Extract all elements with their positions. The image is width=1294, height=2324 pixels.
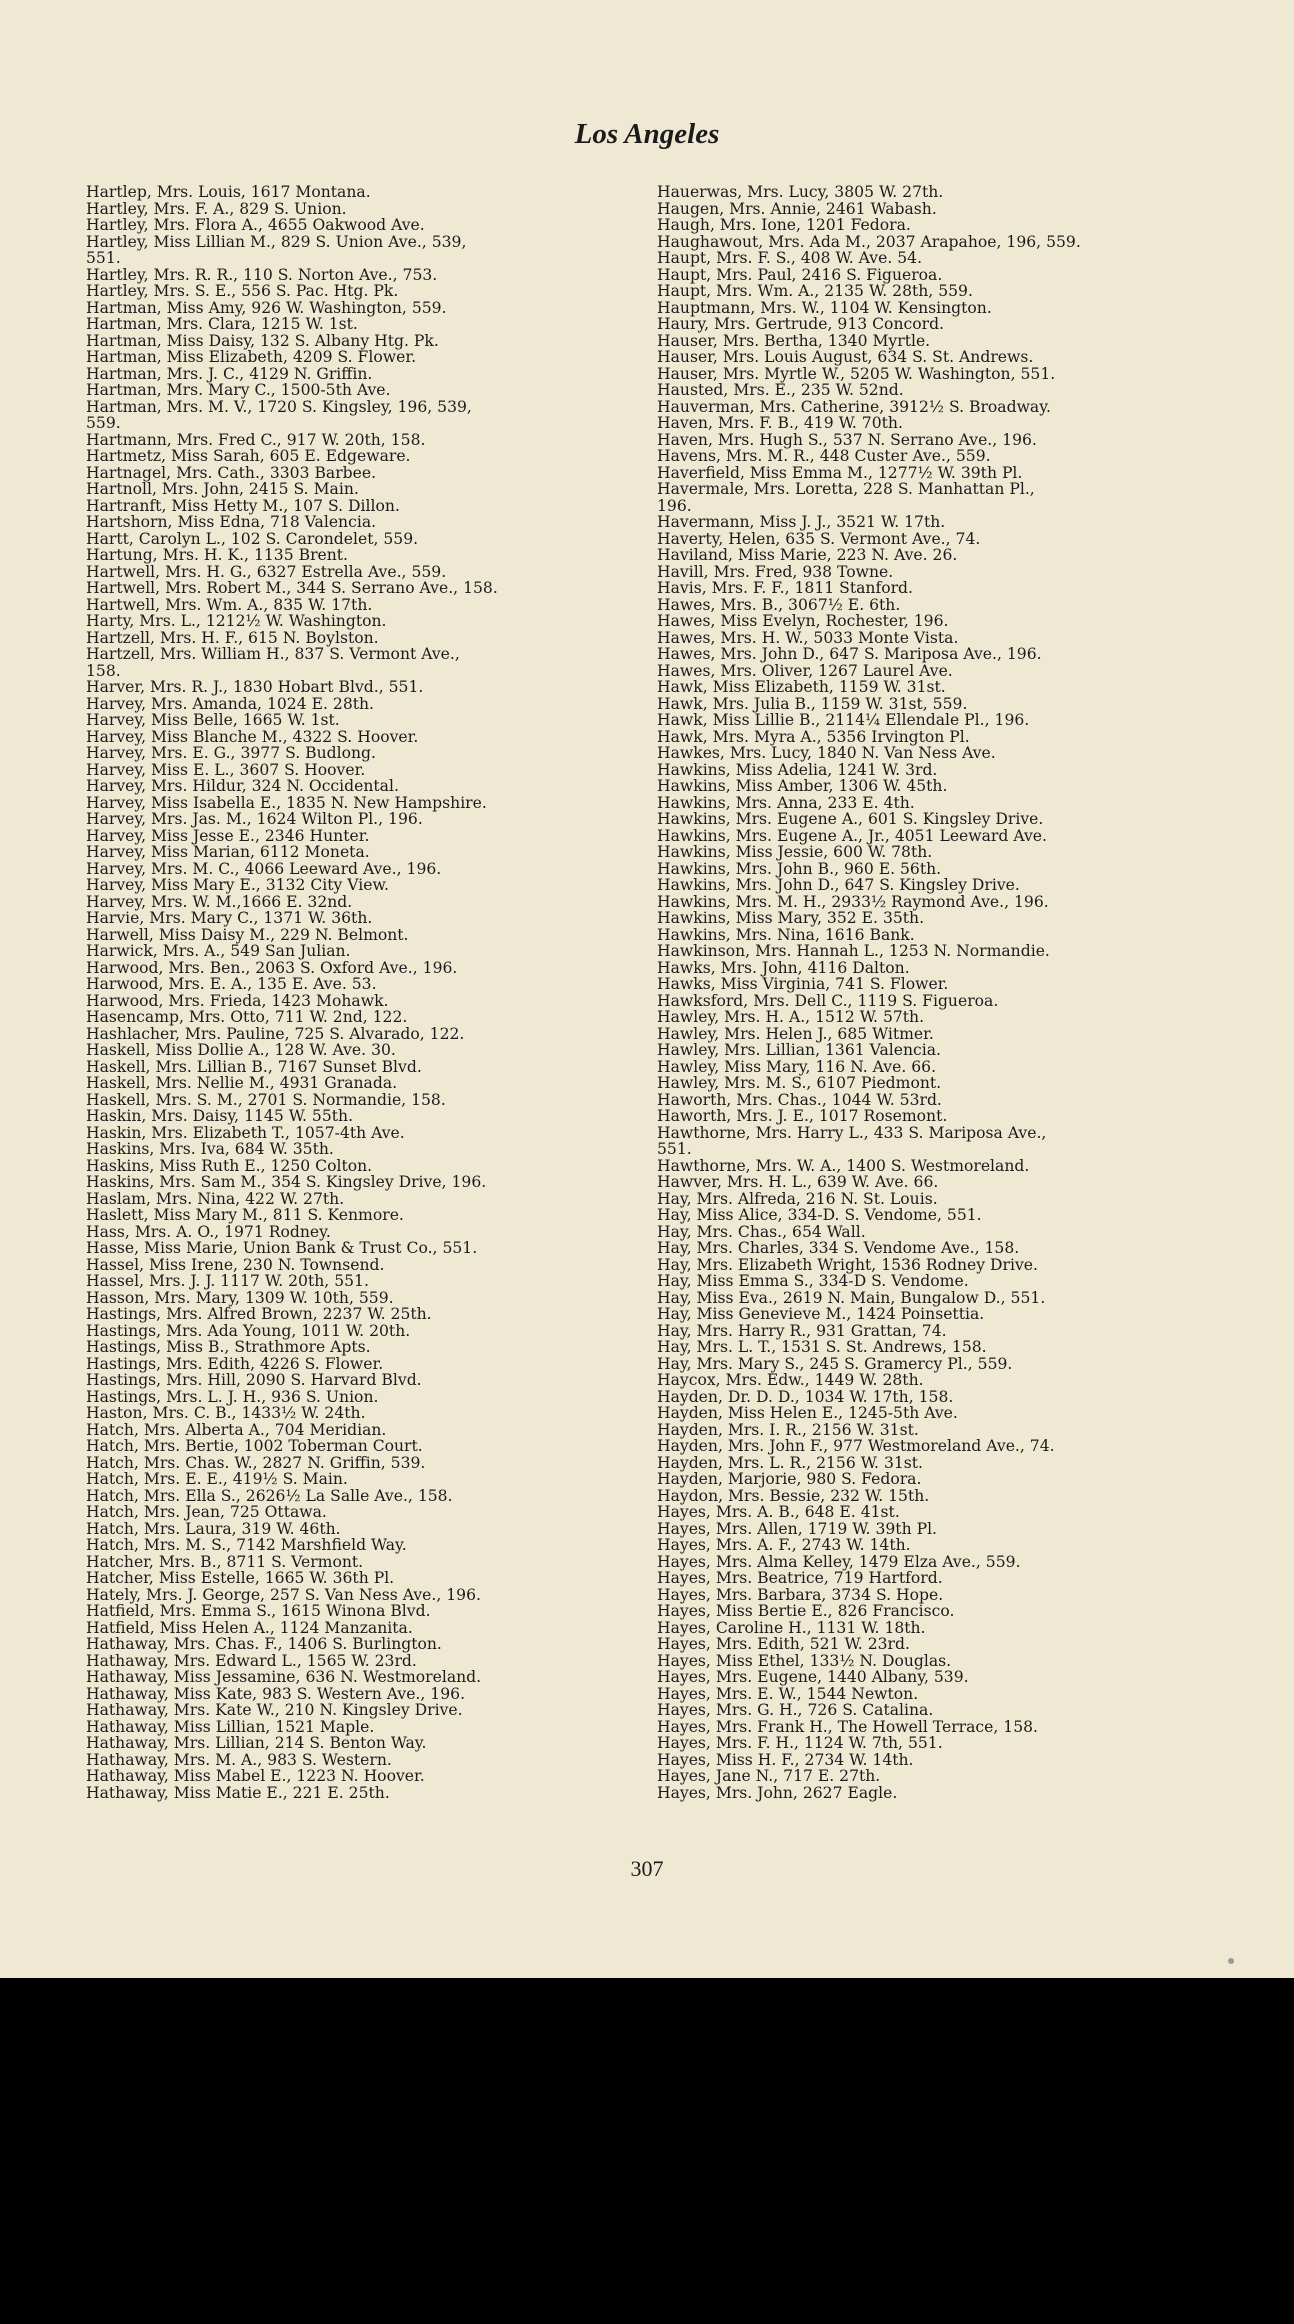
directory-entry: Hayes, Mrs. Edith, 521 W. 23rd. <box>657 1635 910 1653</box>
directory-entry: Hasse, Miss Marie, Union Bank & Trust Co., 551. <box>86 1239 478 1257</box>
directory-entry: Hastings, Mrs. Hill, 2090 S. Harvard Blvd. <box>86 1371 422 1389</box>
directory-entry: Hayes, Mrs. F. H., 1124 W. 7th, 551. <box>657 1734 943 1752</box>
directory-entry: Hawk, Mrs. Julia B., 1159 W. 31st, 559. <box>657 694 968 713</box>
directory-entry: Harvey, Mrs. E. G., 3977 S. Budlong. <box>86 744 376 762</box>
directory-entry: Hausted, Mrs. E., 235 W. 52nd. <box>657 381 904 399</box>
directory-entry: Hartwell, Mrs. Wm. A., 835 W. 17th. <box>86 595 373 614</box>
directory-entry: Hayden, Mrs. John F., 977 Westmoreland Ave., 74. <box>657 1437 1055 1455</box>
directory-entry: Haston, Mrs. C. B., 1433½ W. 24th. <box>86 1404 366 1422</box>
directory-entry: Harver, Mrs. R. J., 1830 Hobart Blvd., 551. <box>86 678 424 696</box>
directory-entry: Hathaway, Miss Kate, 983 S. Western Ave., 196. <box>86 1684 466 1703</box>
directory-entry: Hayes, Miss Ethel, 133½ N. Douglas. <box>657 1651 952 1670</box>
directory-entry: Hartman, Mrs. J. C., 4129 N. Griffin. <box>86 364 373 383</box>
directory-entry: Hawkins, Miss Amber, 1306 W. 45th. <box>657 777 948 795</box>
directory-entry: Hartman, Miss Daisy, 132 S. Albany Htg. Pk. <box>86 331 439 350</box>
directory-entry: Hatch, Mrs. Jean, 725 Ottawa. <box>86 1503 327 1521</box>
directory-entry: Hawk, Miss Elizabeth, 1159 W. 31st. <box>657 678 946 696</box>
directory-entry: Hassel, Miss Irene, 230 N. Townsend. <box>86 1255 385 1274</box>
directory-entry: Hartley, Mrs. F. A., 829 S. Union. <box>86 199 347 218</box>
directory-entry: Hayes, Jane N., 717 E. 27th. <box>657 1767 881 1785</box>
directory-entry: Hauser, Mrs. Louis August, 634 S. St. Andrews. <box>657 348 1034 366</box>
directory-entry: Hawes, Mrs. H. W., 5033 Monte Vista. <box>657 628 959 647</box>
directory-entry: Hay, Mrs. Chas., 654 Wall. <box>657 1222 866 1241</box>
directory-entry: Hathaway, Mrs. Lillian, 214 S. Benton Way. <box>86 1734 427 1752</box>
directory-entry: Harwick, Mrs. A., 549 San Julian. <box>86 942 351 960</box>
directory-entry: Havens, Mrs. M. R., 448 Custer Ave., 559. <box>657 447 991 465</box>
directory-entry: Harwell, Miss Daisy M., 229 N. Belmont. <box>86 925 409 944</box>
directory-entry: Haycox, Mrs. Edw., 1449 W. 28th. <box>657 1371 924 1389</box>
directory-entry: Hartnoll, Mrs. John, 2415 S. Main. <box>86 480 359 498</box>
directory-entry: Harwood, Mrs. E. A., 135 E. Ave. 53. <box>86 975 377 993</box>
directory-entry: Hayes, Mrs. Beatrice, 719 Hartford. <box>657 1569 943 1587</box>
directory-entry: Hawkins, Mrs. John B., 960 E. 56th. <box>657 859 942 878</box>
directory-entry: Hauptmann, Mrs. W., 1104 W. Kensington. <box>657 298 992 317</box>
directory-entry: Hathaway, Mrs. Edward L., 1565 W. 23rd. <box>86 1651 417 1670</box>
directory-entry: Hay, Mrs. L. T., 1531 S. St. Andrews, 158. <box>657 1338 987 1356</box>
directory-entry: Hawley, Mrs. Lillian, 1361 Valencia. <box>657 1041 942 1059</box>
directory-entry: Hartwell, Mrs. H. G., 6327 Estrella Ave., 559. <box>86 562 447 581</box>
directory-entry: Hartley, Miss Lillian M., 829 S. Union Ave., 539, <box>86 232 467 251</box>
directory-entry: Hartung, Mrs. H. K., 1135 Brent. <box>86 546 349 564</box>
directory-entry: Haslam, Mrs. Nina, 422 W. 27th. <box>86 1189 345 1208</box>
directory-entry: Hartman, Mrs. Mary C., 1500-5th Ave. <box>86 381 391 399</box>
directory-entry: Hathaway, Mrs. Kate W., 210 N. Kingsley Drive. <box>86 1701 463 1719</box>
directory-entry: Harwood, Mrs. Ben., 2063 S. Oxford Ave., 196. <box>86 958 458 977</box>
directory-entry: Hawkins, Mrs. M. H., 2933½ Raymond Ave., 196. <box>657 892 1049 911</box>
directory-entry: Harvey, Mrs. Amanda, 1024 E. 28th. <box>86 694 375 713</box>
directory-entry: Hartmann, Mrs. Fred C., 917 W. 20th, 158. <box>86 430 426 449</box>
directory-entry: Hartwell, Mrs. Robert M., 344 S. Serrano Ave., 158. <box>86 579 498 597</box>
directory-entry: Hartlep, Mrs. Louis, 1617 Montana. <box>86 183 371 201</box>
directory-entry: Hathaway, Mrs. Chas. F., 1406 S. Burlington. <box>86 1635 442 1653</box>
specks-dot <box>1228 1958 1234 1964</box>
directory-entry: Harvey, Miss E. L., 3607 S. Hoover. <box>86 760 366 779</box>
directory-entry: Harvey, Miss Isabella E., 1835 N. New Hampshire. <box>86 793 487 812</box>
directory-entry: Hauser, Mrs. Myrtle W., 5205 W. Washington, 551. <box>657 364 1056 383</box>
directory-entry: Hawley, Mrs. M. S., 6107 Piedmont. <box>657 1074 942 1092</box>
directory-entry: Hatch, Mrs. Laura, 319 W. 46th. <box>86 1519 341 1538</box>
directory-entry: Haverty, Helen, 635 S. Vermont Ave., 74. <box>657 529 981 548</box>
directory-entry: Hatfield, Mrs. Emma S., 1615 Winona Blvd. <box>86 1602 431 1620</box>
directory-entry: Hayes, Caroline H., 1131 W. 18th. <box>657 1618 926 1637</box>
directory-entry: Haven, Mrs. F. B., 419 W. 70th. <box>657 414 903 432</box>
page-title: Los Angeles <box>574 118 720 150</box>
directory-entry: Harvey, Mrs. Jas. M., 1624 Wilton Pl., 196. <box>86 810 423 828</box>
directory-entry: Hayes, Mrs. Alma Kelley, 1479 Elza Ave., 559. <box>657 1552 1021 1571</box>
directory-entry: Hartman, Miss Elizabeth, 4209 S. Flower. <box>86 348 417 366</box>
directory-entry: Hayes, Mrs. A. B., 648 E. 41st. <box>657 1503 900 1521</box>
directory-entry: Hassel, Mrs. J. J. 1117 W. 20th, 551. <box>86 1272 369 1290</box>
directory-entry: Hawkins, Miss Adelia, 1241 W. 3rd. <box>657 760 938 779</box>
directory-entry: Hauverman, Mrs. Catherine, 3912½ S. Broadway. <box>657 397 1051 416</box>
directory-entry: Hatch, Mrs. Alberta A., 704 Meridian. <box>86 1420 387 1439</box>
directory-entry: Hatch, Mrs. Chas. W., 2827 N. Griffin, 539. <box>86 1453 426 1472</box>
directory-entry: Hayes, Mrs. A. F., 2743 W. 14th. <box>657 1536 911 1554</box>
directory-entry: Hartranft, Miss Hetty M., 107 S. Dillon. <box>86 496 400 515</box>
directory-entry: Hartnagel, Mrs. Cath., 3303 Barbee. <box>86 463 377 482</box>
directory-entry: Hastings, Mrs. Edith, 4226 S. Flower. <box>86 1354 384 1373</box>
directory-entry: Harvey, Mrs. W. M.,1666 E. 32nd. <box>86 892 353 911</box>
directory-entry: Hayes, Miss Bertie E., 826 Francisco. <box>657 1602 955 1620</box>
directory-entry: Haydon, Mrs. Bessie, 232 W. 15th. <box>657 1486 930 1505</box>
directory-entry: Hashlacher, Mrs. Pauline, 725 S. Alvarado, 122. <box>86 1024 465 1043</box>
directory-entry: Hatfield, Miss Helen A., 1124 Manzanita. <box>86 1618 413 1637</box>
directory-entry: Hasson, Mrs. Mary, 1309 W. 10th, 559. <box>86 1288 394 1307</box>
directory-entry: Harvey, Miss Blanche M., 4322 S. Hoover. <box>86 727 419 746</box>
directory-entry: Hay, Mrs. Elizabeth Wright, 1536 Rodney Drive. <box>657 1255 1038 1274</box>
directory-entry: Hatch, Mrs. Bertie, 1002 Toberman Court. <box>86 1437 423 1455</box>
directory-entry: Hastings, Mrs. Ada Young, 1011 W. 20th. <box>86 1321 411 1340</box>
directory-entry: Hawes, Mrs. Oliver, 1267 Laurel Ave. <box>657 661 953 680</box>
directory-entry: 551. <box>86 249 121 267</box>
directory-entry: Haugen, Mrs. Annie, 2461 Wabash. <box>657 199 937 218</box>
directory-entry: Havermale, Mrs. Loretta, 228 S. Manhattan Pl., <box>657 480 1035 498</box>
directory-entry: Hathaway, Miss Mabel E., 1223 N. Hoover. <box>86 1767 425 1785</box>
directory-entry: Hawks, Mrs. John, 4116 Dalton. <box>657 958 910 977</box>
directory-entry: Haworth, Mrs. J. E., 1017 Rosemont. <box>657 1107 948 1125</box>
directory-entry: Hayes, Mrs. Frank H., The Howell Terrace, 158. <box>657 1717 1039 1736</box>
directory-entry: Hay, Mrs. Charles, 334 S. Vendome Ave., 158. <box>657 1239 1020 1257</box>
directory-entry: Hartmetz, Miss Sarah, 605 E. Edgeware. <box>86 447 411 465</box>
directory-entry: Hay, Mrs. Mary S., 245 S. Gramercy Pl., 559. <box>657 1354 1013 1373</box>
directory-entry: Hawkins, Mrs. Eugene A., Jr., 4051 Leeward Ave. <box>657 826 1047 845</box>
directory-entry: Hatcher, Mrs. B., 8711 S. Vermont. <box>86 1552 364 1571</box>
directory-entry: Hartman, Mrs. M. V., 1720 S. Kingsley, 196, 539, <box>86 397 472 416</box>
directory-entry: Haskell, Miss Dollie A., 128 W. Ave. 30. <box>86 1041 396 1059</box>
directory-entry: Hayden, Dr. D. D., 1034 W. 17th, 158. <box>657 1387 954 1406</box>
directory-entry: Hay, Miss Alice, 334-D. S. Vendome, 551. <box>657 1206 982 1224</box>
directory-entry: Haskell, Mrs. Lillian B., 7167 Sunset Blvd. <box>86 1057 422 1076</box>
directory-entry: Haupt, Mrs. Wm. A., 2135 W. 28th, 559. <box>657 282 973 300</box>
directory-entry: Hay, Miss Emma S., 334-D S. Vendome. <box>657 1272 969 1290</box>
directory-entry: Hayes, Mrs. Eugene, 1440 Albany, 539. <box>657 1668 969 1686</box>
directory-entry: Harvey, Miss Belle, 1665 W. 1st. <box>86 711 340 729</box>
directory-entry: Hawthorne, Mrs. Harry L., 433 S. Mariposa Ave., <box>657 1123 1047 1142</box>
directory-entry: Hatch, Mrs. M. S., 7142 Marshfield Way. <box>86 1536 407 1554</box>
directory-entry: Harvey, Miss Jesse E., 2346 Hunter. <box>86 826 370 845</box>
directory-entry: Hayes, Mrs. John, 2627 Eagle. <box>657 1783 898 1802</box>
directory-entry: Hastings, Mrs. Alfred Brown, 2237 W. 25th. <box>86 1305 432 1323</box>
directory-entry: Hawk, Miss Lillie B., 2114¼ Ellendale Pl., 196. <box>657 711 1030 729</box>
directory-entry: Hawkins, Miss Jessie, 600 W. 78th. <box>657 843 933 861</box>
directory-entry: Hay, Mrs. Harry R., 931 Grattan, 74. <box>657 1321 947 1340</box>
directory-entry: 196. <box>657 496 692 515</box>
directory-entry: Haskin, Mrs. Daisy, 1145 W. 55th. <box>86 1107 354 1125</box>
page-number: 307 <box>630 1856 664 1881</box>
directory-entry: Hayden, Mrs. L. R., 2156 W. 31st. <box>657 1453 924 1472</box>
directory-entry: Hayes, Mrs. E. W., 1544 Newton. <box>657 1684 919 1703</box>
directory-entry: Hartley, Mrs. S. E., 556 S. Pac. Htg. Pk. <box>86 282 399 300</box>
directory-entry: Hay, Miss Genevieve M., 1424 Poinsettia. <box>657 1305 985 1323</box>
directory-entry: 551. <box>657 1140 692 1158</box>
directory-entry: Haugh, Mrs. Ione, 1201 Fedora. <box>657 216 911 234</box>
directory-entry: Harvey, Miss Mary E., 3132 City View. <box>86 876 389 894</box>
directory-entry: Hartshorn, Miss Edna, 718 Valencia. <box>86 513 377 531</box>
directory-entry: Hawes, Mrs. John D., 647 S. Mariposa Ave., 196. <box>657 645 1042 663</box>
directory-entry: Hayes, Miss H. F., 2734 W. 14th. <box>657 1750 914 1769</box>
directory-entry: Harwood, Mrs. Frieda, 1423 Mohawk. <box>86 991 389 1010</box>
directory-entry: Hawkins, Mrs. Eugene A., 601 S. Kingsley Drive. <box>657 810 1044 828</box>
directory-entry: Hartzell, Mrs. H. F., 615 N. Boylston. <box>86 628 379 647</box>
directory-entry: Hawkins, Mrs. Anna, 233 E. 4th. <box>657 793 915 812</box>
directory-entry: Hartzell, Mrs. William H., 837 S. Vermont Ave., <box>86 645 460 663</box>
directory-entry: Haskins, Mrs. Sam M., 354 S. Kingsley Drive, 196. <box>86 1173 487 1191</box>
directory-entry: Haskins, Mrs. Iva, 684 W. 35th. <box>86 1140 334 1158</box>
directory-entry: Hawkins, Mrs. John D., 647 S. Kingsley Drive. <box>657 876 1020 894</box>
directory-entry: Haslett, Miss Mary M., 811 S. Kenmore. <box>86 1206 404 1224</box>
directory-entry: Hayden, Mrs. I. R., 2156 W. 31st. <box>657 1420 919 1439</box>
directory-entry: Haskin, Mrs. Elizabeth T., 1057-4th Ave. <box>86 1123 405 1142</box>
directory-entry: Hawley, Miss Mary, 116 N. Ave. 66. <box>657 1057 937 1076</box>
directory-entry: Haury, Mrs. Gertrude, 913 Concord. <box>657 315 945 333</box>
directory-entry: Haven, Mrs. Hugh S., 537 N. Serrano Ave., 196. <box>657 430 1037 449</box>
directory-entry: Hastings, Miss B., Strathmore Apts. <box>86 1338 371 1356</box>
directory-entry: Hawkins, Mrs. Nina, 1616 Bank. <box>657 925 915 944</box>
directory-entry: Hayden, Marjorie, 980 S. Fedora. <box>657 1470 922 1488</box>
directory-entry: Hartley, Mrs. Flora A., 4655 Oakwood Ave. <box>86 216 425 234</box>
directory-entry: Hawksford, Mrs. Dell C., 1119 S. Figueroa. <box>657 991 999 1010</box>
directory-entry: Hay, Mrs. Alfreda, 216 N. St. Louis. <box>657 1189 938 1208</box>
directory-entry: Haupt, Mrs. F. S., 408 W. Ave. 54. <box>657 249 923 267</box>
directory-entry: Hawks, Miss Virginia, 741 S. Flower. <box>657 975 949 993</box>
directory-entry: Harty, Mrs. L., 1212½ W. Washington. <box>86 612 387 630</box>
directory-entry: Hately, Mrs. J. George, 257 S. Van Ness Ave., 196. <box>86 1585 481 1604</box>
directory-entry: Hay, Miss Eva., 2619 N. Main, Bungalow D., 551. <box>657 1288 1046 1307</box>
directory-entry: Havis, Mrs. F. F., 1811 Stanford. <box>657 579 913 597</box>
directory-entry: Haskell, Mrs. S. M., 2701 S. Normandie, 158. <box>86 1090 446 1109</box>
directory-entry: Hawver, Mrs. H. L., 639 W. Ave. 66. <box>657 1173 939 1191</box>
directory-entry: Hastings, Mrs. L. J. H., 936 S. Union. <box>86 1387 379 1406</box>
directory-entry: Hawes, Mrs. B., 3067½ E. 6th. <box>657 595 901 614</box>
directory-entry: Hartt, Carolyn L., 102 S. Carondelet, 559. <box>86 529 419 548</box>
directory-entry: Havill, Mrs. Fred, 938 Towne. <box>657 562 894 581</box>
directory-entry: Hatcher, Miss Estelle, 1665 W. 36th Pl. <box>86 1569 395 1587</box>
directory-entry: Hayes, Mrs. Allen, 1719 W. 39th Pl. <box>657 1519 938 1538</box>
directory-entry: Hatch, Mrs. E. E., 419½ S. Main. <box>86 1470 348 1488</box>
directory-entry: Hathaway, Miss Matie E., 221 E. 25th. <box>86 1783 390 1802</box>
directory-entry: Hartman, Miss Amy, 926 W. Washington, 559. <box>86 298 447 317</box>
directory-entry: Hawthorne, Mrs. W. A., 1400 S. Westmoreland. <box>657 1156 1030 1175</box>
directory-entry: Hathaway, Mrs. M. A., 983 S. Western. <box>86 1750 392 1769</box>
directory-entry: Hartley, Mrs. R. R., 110 S. Norton Ave., 753. <box>86 265 438 284</box>
directory-entry: Harvey, Mrs. M. C., 4066 Leeward Ave., 196. <box>86 859 442 878</box>
directory-entry: Havermann, Miss J. J., 3521 W. 17th. <box>657 513 946 531</box>
directory-entry: Hawkins, Miss Mary, 352 E. 35th. <box>657 909 925 927</box>
directory-entry: Hawkinson, Mrs. Hannah L., 1253 N. Normandie. <box>657 942 1050 960</box>
directory-entry: Haverfield, Miss Emma M., 1277½ W. 39th Pl. <box>657 463 1023 482</box>
directory-entry: 158. <box>86 661 121 680</box>
directory-entry: Haskins, Miss Ruth E., 1250 Colton. <box>86 1156 373 1175</box>
directory-entry: Hauerwas, Mrs. Lucy, 3805 W. 27th. <box>657 183 944 201</box>
directory-entry: Harvie, Mrs. Mary C., 1371 W. 36th. <box>86 909 373 927</box>
directory-entry: Harvey, Miss Marian, 6112 Moneta. <box>86 843 370 861</box>
directory-entry: Haworth, Mrs. Chas., 1044 W. 53rd. <box>657 1090 942 1109</box>
directory-entry: Haupt, Mrs. Paul, 2416 S. Figueroa. <box>657 265 943 284</box>
directory-entry: Haskell, Mrs. Nellie M., 4931 Granada. <box>86 1074 398 1092</box>
directory-entry: Hawes, Miss Evelyn, Rochester, 196. <box>657 612 949 630</box>
directory-entry: Haughawout, Mrs. Ada M., 2037 Arapahoe, 196, 559. <box>657 232 1081 251</box>
directory-entry: Hawley, Mrs. Helen J., 685 Witmer. <box>657 1024 934 1043</box>
directory-entry: Harvey, Mrs. Hildur, 324 N. Occidental. <box>86 777 399 795</box>
directory-entry: Hauser, Mrs. Bertha, 1340 Myrtle. <box>657 331 931 350</box>
directory-entry: Haviland, Miss Marie, 223 N. Ave. 26. <box>657 546 958 564</box>
directory-entry: Hatch, Mrs. Ella S., 2626½ La Salle Ave., 158. <box>86 1486 453 1505</box>
directory-entry: Hayes, Mrs. G. H., 726 S. Catalina. <box>657 1701 934 1719</box>
directory-entry: Hawk, Mrs. Myra A., 5356 Irvington Pl. <box>657 727 970 746</box>
directory-entry: Hawley, Mrs. H. A., 1512 W. 57th. <box>657 1008 925 1026</box>
left-column <box>86 184 646 1801</box>
right-column <box>657 184 1217 1801</box>
directory-entry: Hartman, Mrs. Clara, 1215 W. 1st. <box>86 315 358 333</box>
directory-entry: Hasencamp, Mrs. Otto, 711 W. 2nd, 122. <box>86 1008 408 1026</box>
directory-entry: Hathaway, Miss Lillian, 1521 Maple. <box>86 1717 375 1736</box>
directory-entry: Hass, Mrs. A. O., 1971 Rodney. <box>86 1222 331 1241</box>
directory-entry: Hayden, Miss Helen E., 1245-5th Ave. <box>657 1404 958 1422</box>
directory-entry: Hayes, Mrs. Barbara, 3734 S. Hope. <box>657 1585 944 1604</box>
directory-entry: Hawkes, Mrs. Lucy, 1840 N. Van Ness Ave. <box>657 744 996 762</box>
directory-entry: 559. <box>86 414 121 432</box>
directory-entry: Hathaway, Miss Jessamine, 636 N. Westmoreland. <box>86 1668 482 1686</box>
